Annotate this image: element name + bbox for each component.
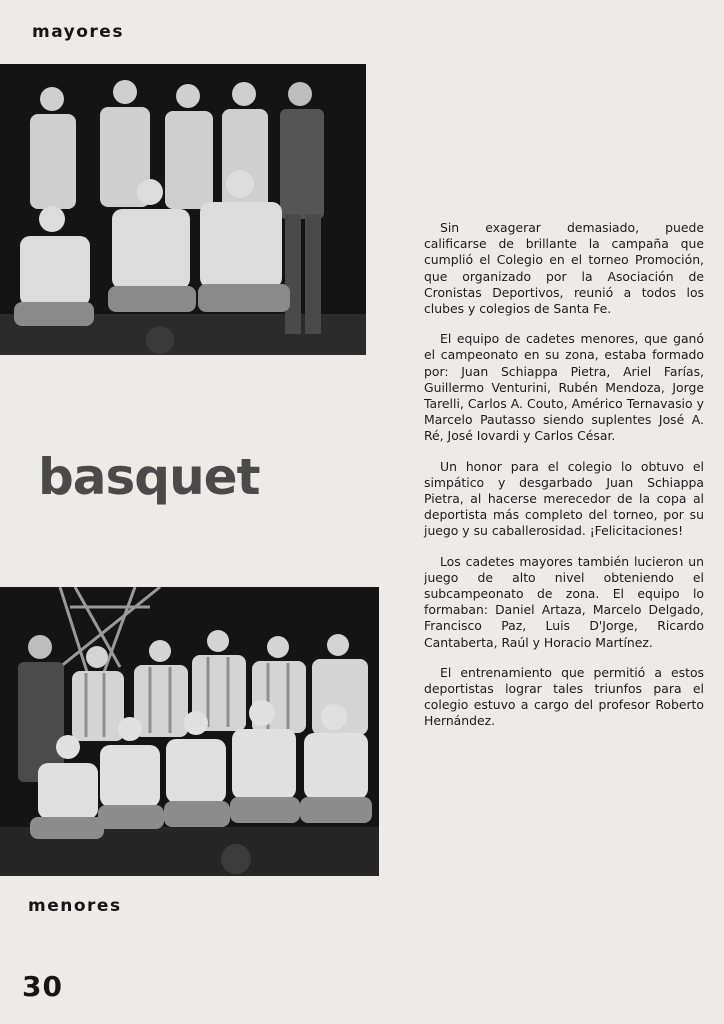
page-number: 30	[22, 970, 63, 1003]
article-paragraph: Sin exagerar demasiado, puede calificarse de brillante la campaña que cumplió el Colegio en el torneo Promoción, que organizado por la Asociación de Cronistas Deportivos, reunió a todos los clubes y colegios de Santa Fe.	[424, 220, 704, 317]
team-photo-mayores-image	[0, 64, 366, 355]
caption-mayores: mayores	[32, 22, 124, 42]
team-photo-menores-image	[0, 587, 379, 876]
article-paragraph: Los cadetes mayores también lucieron un juego de alto nivel obteniendo el subcampeonato de zona. El equipo lo formaban: Daniel Artaza, Marcelo Delgado, Francisco Paz, Luis D'Jorge, Ricardo Cantaberta, Raúl y Horacio Martínez.	[424, 553, 704, 650]
section-title: basquet	[38, 448, 260, 506]
team-photo-menores	[0, 587, 379, 876]
team-photo-mayores	[0, 64, 366, 355]
article-paragraph: Un honor para el colegio lo obtuvo el simpático y desgarbado Juan Schiappa Pietra, al hacerse merecedor de la copa al deportista más completo del torneo, por su juego y su caballerosidad. ¡Felicitaciones!	[424, 458, 704, 539]
article-paragraph: El entrenamiento que permitió a estos deportistas lograr tales triunfos para el colegio estuvo a cargo del profesor Roberto Hernández.	[424, 664, 704, 729]
article-paragraph: El equipo de cadetes menores, que ganó el campeonato en su zona, estaba formado por: Juan Schiappa Pietra, Ariel Farías, Guillermo Venturini, Rubén Mendoza, Jorge Tarelli, Carlos A. Couto, Américo Ternavasio y Marcelo Pautasso siendo suplentes José A. Ré, José Iovardi y Carlos César.	[424, 331, 704, 444]
article-body	[424, 220, 704, 744]
caption-menores: menores	[28, 896, 122, 916]
